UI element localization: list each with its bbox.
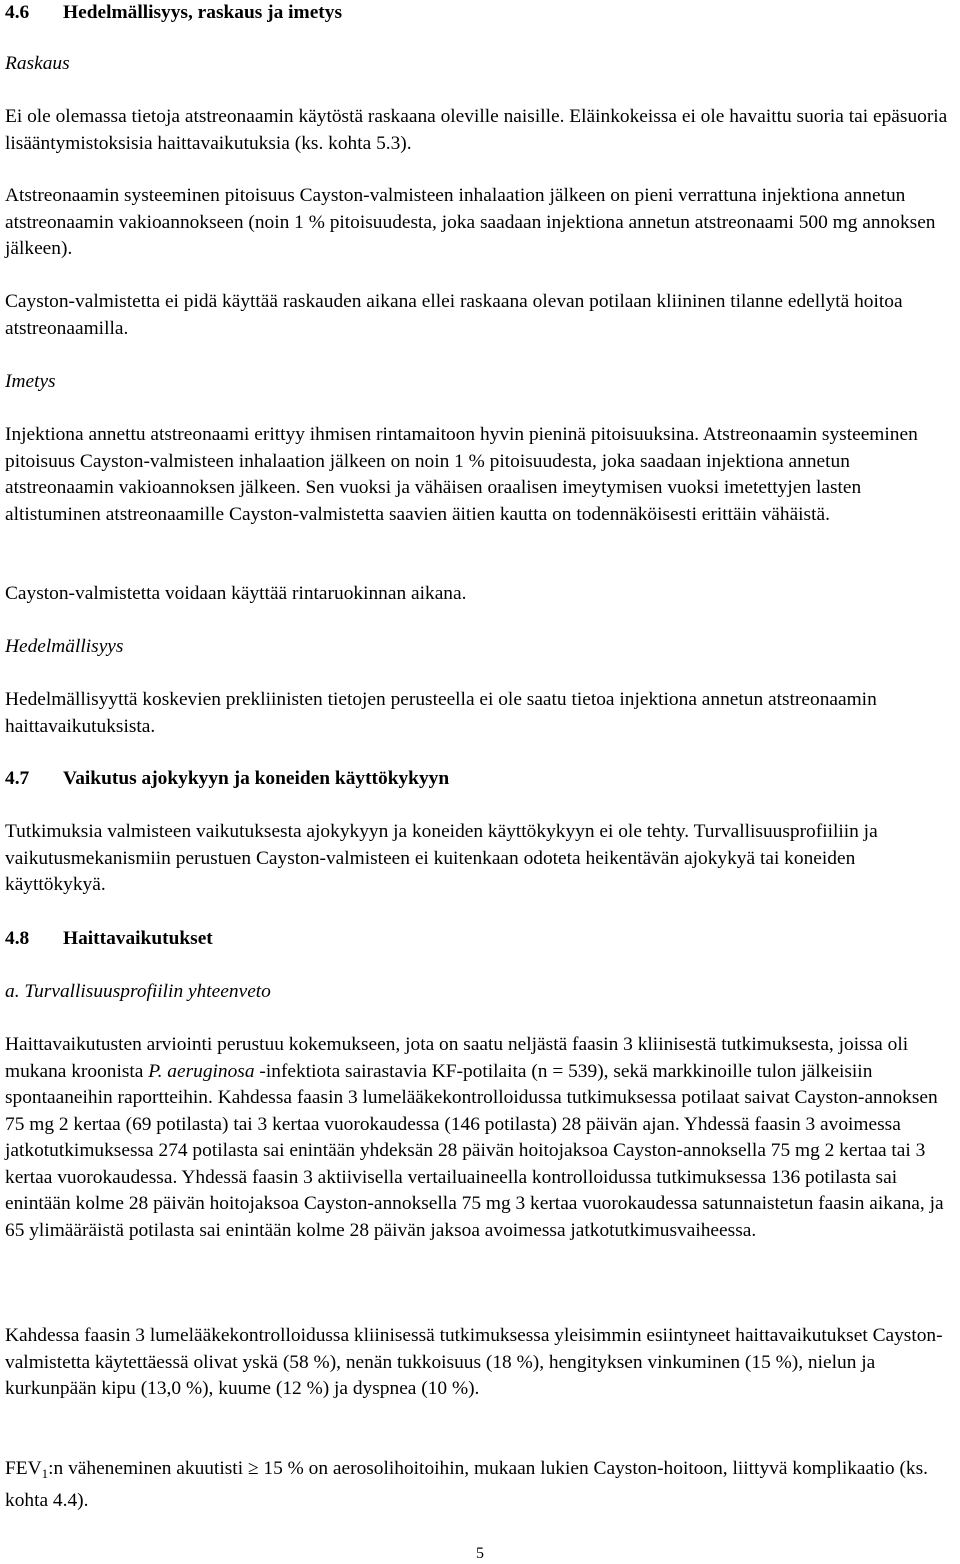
page-number: 5 [476,1545,484,1562]
subscript: 1 [41,1466,49,1481]
text-run: :n väheneminen akuutisti ≥ 15 % on aerosolihoitoihin, mukaan lukien Cayston-hoitoon, liittyvä komplikaatio (ks. kohta 4.4). [5,1458,929,1511]
paragraph: Cayston-valmistetta voidaan käyttää rintaruokinnan aikana. [5,583,467,604]
paragraph [5,1456,960,1514]
raskaus-subheading: Raskaus [5,53,70,74]
text-run: -infektiota sairastavia KF-potilaita (n = 539), sekä markkinoille tulon jälkeisiin spontaaneihin raportteihin. Kahdessa faasin 3 lumelääkekontrolloidussa tutkimuksessa potilaat saivat Cayston-annoksen 75 mg 2 kertaa (69 potilasta) tai 3 kertaa vuorokaudessa (146 potilasta) 28 päivän ajan. Yhdessä faasin 3 avoimessa jatkotutkimuksessa 274 potilasta sai enintään yhdeksän 28 päivän hoitojaksoa Cayston-annoksella 75 mg 2 kertaa tai 3 kertaa vuorokaudessa. Yhdessä faasin 3 aktiivisella vertailuaineella kontrolloidussa tutkimuksessa 136 potilasta sai enintään kolme 28 päivän hoitojaksoa Cayston-annoksella 75 mg 3 kertaa vuorokaudessa satunnaistetun faasin aikana, ja 65 ylimääräistä potilasta sai enintään kolme 28 päivän jaksoa avoimessa jatkotutkimusvaiheessa. [5,1060,944,1241]
paragraph: Kahdessa faasin 3 lumelääkekontrolloidussa kliinisessä tutkimuksessa yleisimmin esiintyneet haittavaikutukset Cayston-valmistetta käytettäessä olivat yskä (58 %), nenän tukkoisuus (18 %), hengityksen vinkuminen (15 %), nielun ja kurkunpään kipu (13,0 %), kuume (12 %) ja dyspnea (10 %). [5,1325,943,1399]
hedelmallisyys-subheading: Hedelmällisyys [5,636,124,657]
section-title: Hedelmällisyys, raskaus ja imetys [63,2,343,23]
section-4-7-heading [5,766,960,793]
paragraph [5,1032,960,1244]
paragraph: Injektiona annettu atstreonaami erittyy ihmisen rintamaitoon hyvin pieninä pitoisuuksina. Atstreonaamin systeeminen pitoisuus Cayston-valmisteen inhalaation jälkeen on noin 1 % pitoisuudesta, joka saadaan injektiona annetun atstreonaamin vakioannoksen jälkeen. Sen vuoksi ja vähäisen oraalisen imeytymisen vuoksi imetettyjen lasten altistuminen atstreonaamille Cayston-valmistetta saavien äitien kautta on todennäköisesti erittäin vähäistä. [5,424,918,525]
section-number: 4.8 [5,928,30,949]
text-run: FEV [5,1458,42,1479]
text-run: Haittavaikutusten arviointi perustuu kokemukseen, jota on saatu neljästä faasin 3 kliinisestä tutkimuksesta, joissa oli mukana kroonista [5,1034,909,1082]
safety-profile-subheading: a. Turvallisuusprofiilin yhteenveto [5,981,271,1002]
species-name: P. aeruginosa [148,1060,255,1082]
paragraph: Hedelmällisyyttä koskevien prekliinisten tietojen perusteella ei ole saatu tietoa injektiona annetun atstreonaamin haittavaikutuksista. [5,689,877,737]
section-4-8-heading [5,926,960,953]
section-title: Haittavaikutukset [63,928,213,949]
paragraph: Atstreonaamin systeeminen pitoisuus Cayston-valmisteen inhalaation jälkeen on pieni verrattuna injektiona annetun atstreonaamin vakioannokseen (noin 1 % pitoisuudesta, joka saadaan injektiona annetun atstreonaami 500 mg annoksen jälkeen). [5,185,936,259]
section-number: 4.7 [5,768,30,789]
section-title: Vaikutus ajokykyyn ja koneiden käyttökykyyn [63,768,450,789]
paragraph: Cayston-valmistetta ei pidä käyttää raskauden aikana ellei raskaana olevan potilaan kliininen tilanne edellytä hoitoa atstreonaamilla. [5,291,903,339]
section-number: 4.6 [5,2,30,23]
paragraph: Tutkimuksia valmisteen vaikutuksesta ajokykyyn ja koneiden käyttökykyyn ei ole tehty. Turvallisuusprofiiliin ja vaikutusmekanismiin perustuen Cayston-valmisteen ei kuitenkaan odoteta heikentävän ajokykyä tai koneiden käyttökykyä. [5,821,878,895]
section-4-6-heading [5,0,960,27]
imetys-subheading: Imetys [5,371,56,392]
paragraph: Ei ole olemassa tietoja atstreonaamin käytöstä raskaana oleville naisille. Eläinkokeissa ei ole havaittu suoria tai epäsuoria lisääntymistoksisia haittavaikutuksia (ks. kohta 5.3). [5,106,948,154]
